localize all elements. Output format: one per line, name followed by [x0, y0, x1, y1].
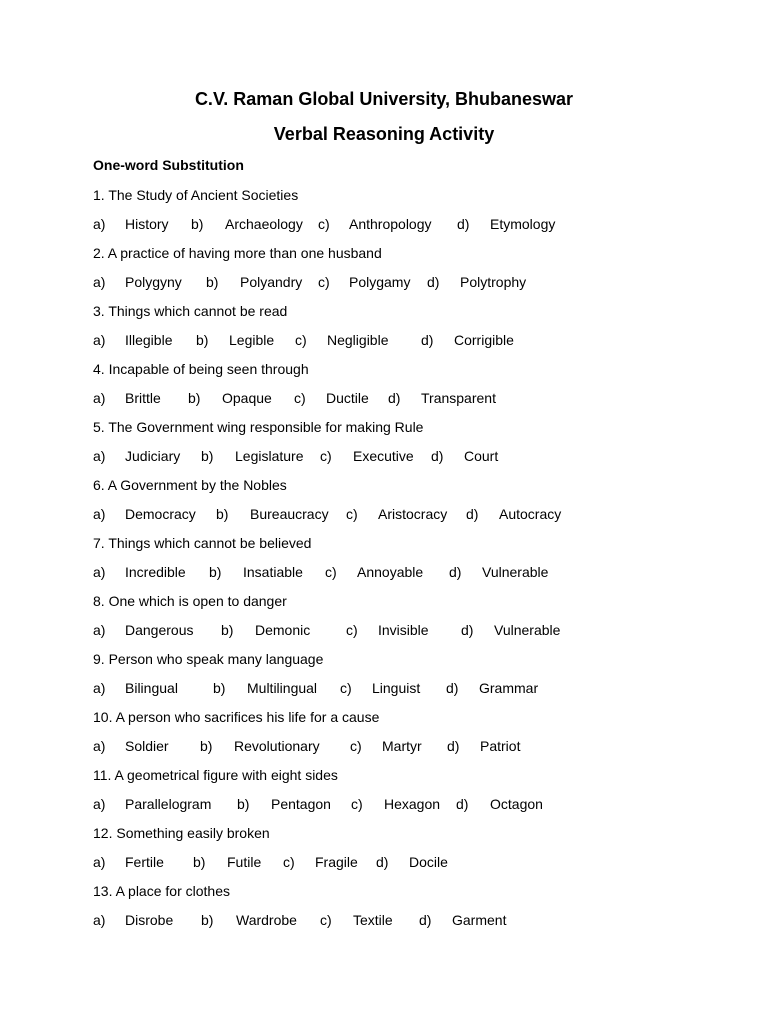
option-letter: c): [346, 506, 358, 522]
option-letter: d): [376, 854, 389, 870]
option-letter: b): [201, 448, 214, 464]
option-letter: c): [320, 912, 332, 928]
option-letter: d): [457, 216, 470, 232]
option-text: Octagon: [490, 796, 543, 812]
option-text: Opaque: [222, 390, 272, 406]
option-text: Executive: [353, 448, 414, 464]
option-letter: a): [93, 680, 106, 696]
options-row: [0, 680, 768, 700]
option-letter: c): [340, 680, 352, 696]
option-text: Negligible: [327, 332, 389, 348]
option-text: Corrigible: [454, 332, 514, 348]
option-letter: a): [93, 564, 106, 580]
option-text: Soldier: [125, 738, 169, 754]
activity-title: Verbal Reasoning Activity: [273, 124, 495, 144]
option-text: Bilingual: [125, 680, 178, 696]
option-letter: c): [295, 332, 307, 348]
question-text: 1. The Study of Ancient Societies: [93, 187, 299, 203]
question-text: 5. The Government wing responsible for making Rule: [93, 419, 424, 435]
options-row: [0, 274, 768, 294]
option-letter: d): [449, 564, 462, 580]
option-text: Vulnerable: [494, 622, 561, 638]
option-text: Polytrophy: [460, 274, 527, 290]
options-row: [0, 332, 768, 352]
option-letter: c): [318, 216, 330, 232]
option-letter: a): [93, 796, 106, 812]
option-letter: c): [283, 854, 295, 870]
question-text: 2. A practice of having more than one husband: [93, 245, 382, 261]
option-letter: c): [320, 448, 332, 464]
option-letter: b): [209, 564, 222, 580]
option-text: Pentagon: [271, 796, 331, 812]
option-letter: b): [191, 216, 204, 232]
option-letter: b): [193, 854, 206, 870]
option-letter: c): [351, 796, 363, 812]
option-text: Anthropology: [349, 216, 432, 232]
option-letter: b): [237, 796, 250, 812]
option-text: Legislature: [235, 448, 304, 464]
option-text: Polyandry: [240, 274, 303, 290]
option-text: Futile: [227, 854, 262, 870]
option-letter: a): [93, 332, 106, 348]
option-text: Parallelogram: [125, 796, 212, 812]
option-text: Brittle: [125, 390, 161, 406]
option-text: Ductile: [326, 390, 369, 406]
option-letter: d): [446, 680, 459, 696]
options-row: [0, 390, 768, 410]
option-text: Textile: [353, 912, 393, 928]
option-letter: a): [93, 854, 106, 870]
option-letter: a): [93, 274, 106, 290]
option-text: Garment: [452, 912, 507, 928]
option-letter: b): [216, 506, 229, 522]
option-letter: d): [419, 912, 432, 928]
option-text: Fragile: [315, 854, 358, 870]
option-text: Transparent: [421, 390, 496, 406]
option-text: Docile: [409, 854, 448, 870]
option-text: Fertile: [125, 854, 164, 870]
option-letter: d): [447, 738, 460, 754]
question-text: 11. A geometrical figure with eight sides: [93, 767, 338, 783]
option-letter: c): [325, 564, 337, 580]
option-text: Demonic: [255, 622, 311, 638]
option-letter: a): [93, 506, 106, 522]
option-letter: b): [221, 622, 234, 638]
question-text: 3. Things which cannot be read: [93, 303, 288, 319]
option-text: Aristocracy: [378, 506, 448, 522]
option-letter: c): [318, 274, 330, 290]
option-text: Illegible: [125, 332, 173, 348]
option-text: Patriot: [480, 738, 521, 754]
option-letter: b): [200, 738, 213, 754]
option-letter: a): [93, 912, 106, 928]
options-row: [0, 564, 768, 584]
option-text: Annoyable: [357, 564, 424, 580]
option-text: Polygyny: [125, 274, 182, 290]
options-row: [0, 216, 768, 236]
option-letter: a): [93, 216, 106, 232]
option-letter: a): [93, 738, 106, 754]
options-row: [0, 622, 768, 642]
option-text: Archaeology: [225, 216, 303, 232]
question-text: 7. Things which cannot be believed: [93, 535, 312, 551]
question-text: 6. A Government by the Nobles: [93, 477, 287, 493]
option-text: Autocracy: [499, 506, 562, 522]
option-text: Insatiable: [243, 564, 303, 580]
option-letter: c): [350, 738, 362, 754]
question-text: 8. One which is open to danger: [93, 593, 287, 609]
option-text: Grammar: [479, 680, 539, 696]
option-letter: b): [213, 680, 226, 696]
option-letter: d): [421, 332, 434, 348]
option-text: Invisible: [378, 622, 429, 638]
option-letter: a): [93, 622, 106, 638]
option-letter: b): [188, 390, 201, 406]
option-text: Wardrobe: [236, 912, 297, 928]
option-letter: c): [346, 622, 358, 638]
question-text: 10. A person who sacrifices his life for a cause: [93, 709, 380, 725]
options-row: [0, 854, 768, 874]
option-letter: b): [206, 274, 219, 290]
section-heading: One-word Substitution: [93, 157, 244, 173]
option-text: Etymology: [490, 216, 556, 232]
options-row: [0, 738, 768, 758]
option-text: Polygamy: [349, 274, 411, 290]
option-text: Judiciary: [125, 448, 181, 464]
option-text: Disrobe: [125, 912, 174, 928]
option-letter: d): [427, 274, 440, 290]
option-letter: b): [196, 332, 209, 348]
option-text: History: [125, 216, 169, 232]
option-text: Revolutionary: [234, 738, 320, 754]
option-letter: d): [431, 448, 444, 464]
option-letter: d): [461, 622, 474, 638]
option-letter: c): [294, 390, 306, 406]
options-row: [0, 796, 768, 816]
option-text: Democracy: [125, 506, 196, 522]
options-row: [0, 912, 768, 932]
options-row: [0, 506, 768, 526]
option-text: Vulnerable: [482, 564, 549, 580]
option-text: Court: [464, 448, 499, 464]
university-title: C.V. Raman Global University, Bhubaneswar: [194, 89, 574, 109]
question-text: 4. Incapable of being seen through: [93, 361, 309, 377]
option-text: Bureaucracy: [250, 506, 329, 522]
question-text: 13. A place for clothes: [93, 883, 230, 899]
option-text: Multilingual: [247, 680, 318, 696]
option-text: Linguist: [372, 680, 421, 696]
option-text: Incredible: [125, 564, 186, 580]
options-row: [0, 448, 768, 468]
question-text: 12. Something easily broken: [93, 825, 270, 841]
option-letter: a): [93, 390, 106, 406]
option-text: Legible: [229, 332, 275, 348]
option-text: Hexagon: [384, 796, 441, 812]
option-letter: b): [201, 912, 214, 928]
option-letter: d): [456, 796, 469, 812]
option-letter: d): [466, 506, 479, 522]
option-text: Martyr: [382, 738, 422, 754]
option-letter: a): [93, 448, 106, 464]
option-letter: d): [388, 390, 401, 406]
option-text: Dangerous: [125, 622, 194, 638]
question-text: 9. Person who speak many language: [93, 651, 324, 667]
